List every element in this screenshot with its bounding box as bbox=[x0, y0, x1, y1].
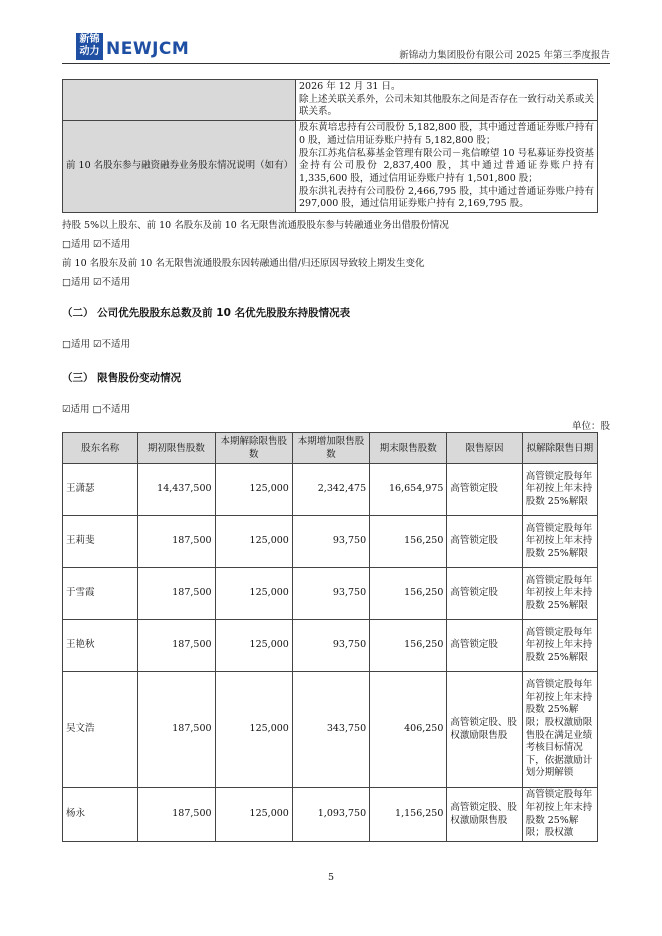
table-row bbox=[63, 464, 598, 516]
release-date: 高管锁定股每年年初按上年末持股数 25%解限；股权激励限售股在满足业绩考核目标情况下，依据激励计划分期解锁 bbox=[522, 672, 597, 788]
start-count: 187,500 bbox=[138, 788, 215, 842]
restricted-shares-check: ☑适用 □不适用 bbox=[62, 404, 131, 415]
restriction-reason: 高管锁定股、股权激励限售股 bbox=[447, 672, 522, 788]
release-date: 高管锁定股每年年初按上年末持股数 25%解限 bbox=[522, 568, 597, 620]
unit-label: 单位：股 bbox=[571, 421, 610, 432]
added-count: 2,342,475 bbox=[292, 464, 369, 516]
released-count: 125,000 bbox=[215, 672, 292, 788]
added-count: 93,750 bbox=[292, 516, 369, 568]
table-row bbox=[63, 80, 598, 121]
table-row bbox=[63, 568, 598, 620]
holder-name: 杨永 bbox=[63, 788, 138, 842]
start-count: 187,500 bbox=[138, 672, 215, 788]
restriction-reason: 高管锁定股 bbox=[447, 568, 522, 620]
end-count: 406,250 bbox=[370, 672, 447, 788]
restriction-reason: 高管锁定股 bbox=[447, 620, 522, 672]
margin-trading-note: 股东黄培忠持有公司股份 5,182,800 股，其中通过普通证券账户持有 0 股，通过信用证券账户持有 5,182,800 股； 股东江苏兆信私募基金管理有限公司－兆信暸望 10 号私募证券投资基金持有公司股份 2,837,400 股，其中通过普通证券账户持有 1,335,600 股，通过信用证券账户持有 1,501,800 股； 股东洪礼表持有公司股份 2,466,795 股，其中通过普通证券账户持有 297,000 股，通过信用证券账户持有 2,169,795 股。 bbox=[296, 121, 598, 213]
end-count: 156,250 bbox=[370, 516, 447, 568]
end-count: 16,654,975 bbox=[370, 464, 447, 516]
col-header: 拟解除限售日期 bbox=[522, 433, 597, 464]
table-header-row bbox=[63, 433, 598, 464]
restriction-reason: 高管锁定股 bbox=[447, 464, 522, 516]
added-count: 93,750 bbox=[292, 568, 369, 620]
margin-trading-label: 前 10 名股东参与融资融券业务股东情况说明（如有） bbox=[63, 121, 296, 213]
start-count: 187,500 bbox=[138, 568, 215, 620]
start-count: 187,500 bbox=[138, 516, 215, 568]
release-date: 高管锁定股每年年初按上年末持股数 25%解限 bbox=[522, 516, 597, 568]
released-count: 125,000 bbox=[215, 620, 292, 672]
row-label bbox=[63, 80, 296, 121]
logo-wordmark: NEWJCM bbox=[106, 39, 190, 59]
table-row bbox=[63, 121, 598, 213]
released-count: 125,000 bbox=[215, 788, 292, 842]
end-count: 1,156,250 bbox=[370, 788, 447, 842]
company-logo bbox=[76, 33, 196, 61]
end-count: 156,250 bbox=[370, 568, 447, 620]
lending-change-check: □适用 ☑不适用 bbox=[62, 277, 131, 288]
added-count: 1,093,750 bbox=[292, 788, 369, 842]
holder-name: 王莉斐 bbox=[63, 516, 138, 568]
end-count: 156,250 bbox=[370, 620, 447, 672]
related-party-note: 2026 年 12 月 31 日。 除上述关联关系外，公司未知其他股东之间是否存在一致行动关系或关联关系。 bbox=[296, 80, 598, 121]
holder-name: 于雪霞 bbox=[63, 568, 138, 620]
table-row bbox=[63, 620, 598, 672]
holder-name: 吴文浩 bbox=[63, 672, 138, 788]
report-title: 新锦动力集团股份有限公司 2025 年第三季度报告 bbox=[399, 50, 610, 61]
release-date: 高管锁定股每年年初按上年末持股数 25%解限 bbox=[522, 464, 597, 516]
col-header: 限售原因 bbox=[447, 433, 522, 464]
start-count: 14,437,500 bbox=[138, 464, 215, 516]
securities-lending-check: □适用 ☑不适用 bbox=[62, 239, 131, 250]
col-header: 期初限售股数 bbox=[138, 433, 215, 464]
restriction-reason: 高管锁定股 bbox=[447, 516, 522, 568]
release-date: 高管锁定股每年年初按上年末持股数 25%解限；股权激 bbox=[522, 788, 597, 842]
preferred-shares-check: □适用 ☑不适用 bbox=[62, 339, 131, 350]
col-header: 本期解除限售股数 bbox=[215, 433, 292, 464]
table-row bbox=[63, 788, 598, 842]
col-header: 股东名称 bbox=[63, 433, 138, 464]
lending-change-heading: 前 10 名股东及前 10 名无限售流通股股东因转融通出借/归还原因导致较上期发生变化 bbox=[62, 258, 425, 269]
col-header: 本期增加限售股数 bbox=[292, 433, 369, 464]
added-count: 93,750 bbox=[292, 620, 369, 672]
header-divider bbox=[62, 63, 610, 64]
released-count: 125,000 bbox=[215, 464, 292, 516]
table-row bbox=[63, 672, 598, 788]
release-date: 高管锁定股每年年初按上年末持股数 25%解限 bbox=[522, 620, 597, 672]
added-count: 343,750 bbox=[292, 672, 369, 788]
holder-name: 王艳秋 bbox=[63, 620, 138, 672]
logo-mark: 新锦动力 bbox=[76, 33, 103, 60]
col-header: 期末限售股数 bbox=[370, 433, 447, 464]
restricted-shares-title: （三） 限售股份变动情况 bbox=[62, 372, 182, 384]
shareholder-notes-table bbox=[62, 79, 598, 213]
table-row bbox=[63, 516, 598, 568]
start-count: 187,500 bbox=[138, 620, 215, 672]
securities-lending-heading: 持股 5%以上股东、前 10 名股东及前 10 名无限售流通股股东参与转融通业务出借股份情况 bbox=[62, 220, 449, 231]
holder-name: 王潇瑟 bbox=[63, 464, 138, 516]
restricted-shares-table bbox=[62, 432, 598, 842]
released-count: 125,000 bbox=[215, 568, 292, 620]
restriction-reason: 高管锁定股、股权激励限售股 bbox=[447, 788, 522, 842]
page-number: 5 bbox=[327, 872, 335, 883]
preferred-shares-title: （二） 公司优先股股东总数及前 10 名优先股股东持股情况表 bbox=[62, 307, 351, 319]
released-count: 125,000 bbox=[215, 516, 292, 568]
